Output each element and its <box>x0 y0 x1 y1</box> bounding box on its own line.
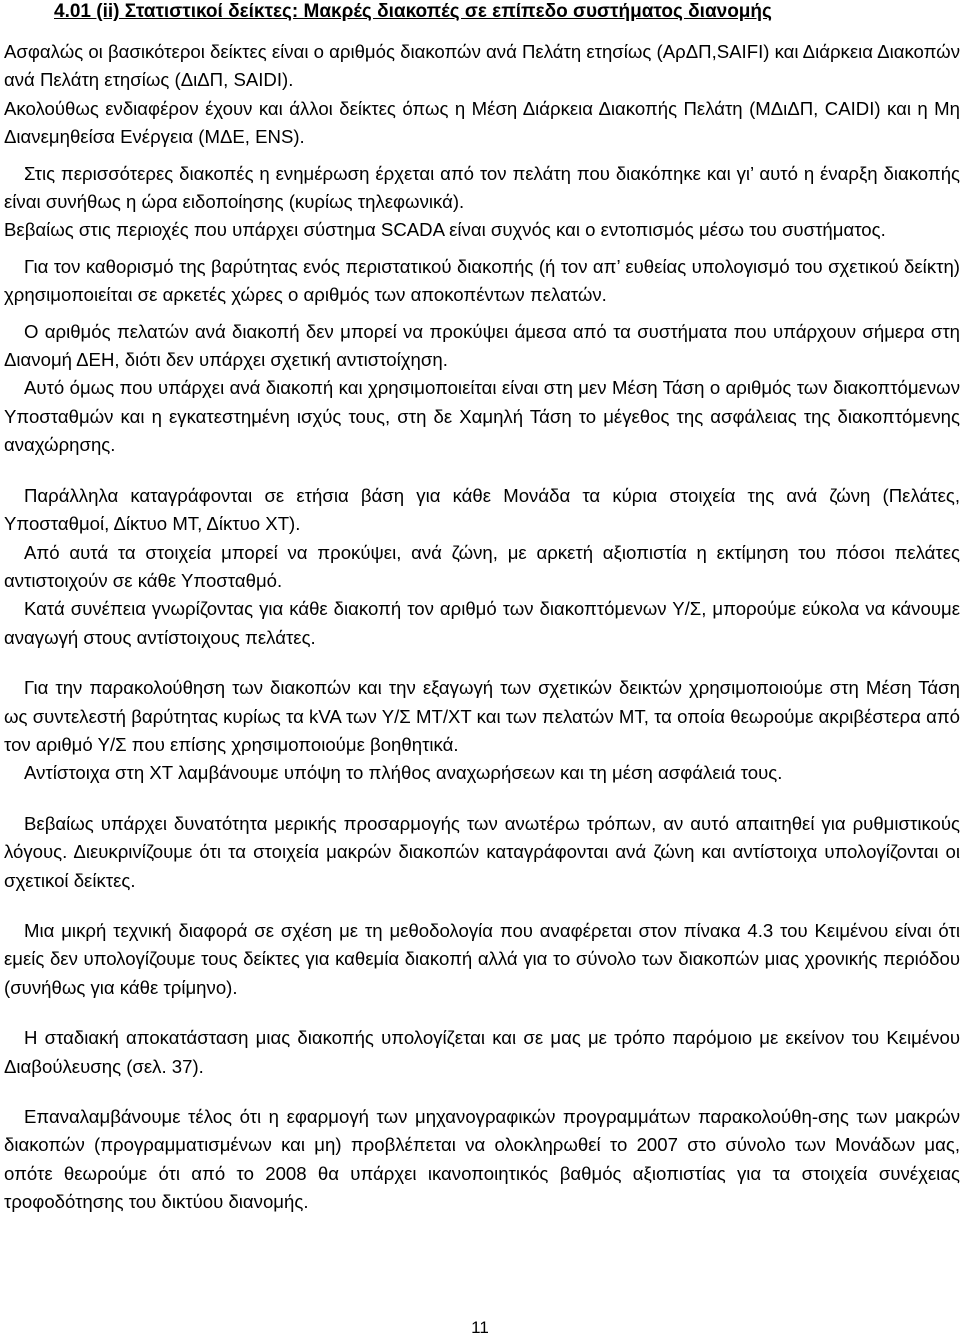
paragraph-restoration: Η σταδιακή αποκατάσταση μιας διακοπής υπολογίζεται και σε μας με τρόπο παρόμοιο με εκείνον του Κειμένου Διαβούλευσης (σελ. 37). <box>4 1027 960 1077</box>
paragraph-other-indicators: Ακολούθως ενδιαφέρον έχουν και άλλοι δείκτες όπως η Μέση Διάρκεια Διακοπής Πελάτη (ΜΔιΔΠ, CAIDI) και η Μη Διανεμηθείσα Ενέργεια (ΜΔΕ, ENS). <box>4 97 960 148</box>
paragraph-estimation: Από αυτά τα στοιχεία μπορεί να προκύψει, ανά ζώνη, με αρκετή αξιοπιστία η εκτίμηση του πόσοι πελάτες αντιστοιχούν σε κάθε Υποσταθμό. <box>4 541 960 591</box>
paragraph-monitoring: Για την παρακολούθηση των διακοπών και την εξαγωγή των σχετικών δεικτών χρησιμοποιούμε στη Μέση Τάση ως συντελεστή βαρύτητας κυρίως τα kVA των Υ/Σ ΜΤ/ΧΤ και των πελατών ΜΤ, τα οποία θεωρούμε ακριβέστερα από τον αριθμό Υ/Σ που επίσης χρησιμοποιούμε βοηθητικά. <box>4 677 960 755</box>
paragraph-annual-records: Παράλληλα καταγράφονται σε ετήσια βάση για κάθε Μονάδα τα κύρια στοιχεία της ανά ζώνη (Πελάτες, Υποσταθμοί, Δίκτυο ΜΤ, Δίκτυο ΧΤ). <box>4 484 960 535</box>
paragraph-severity: Για τον καθορισμό της βαρύτητας ενός περιστατικού διακοπής (ή τον απ’ ευθείας υπολογισμό του σχετικού δείκτη) χρησιμοποιείται σε αρκετές χώρες ο αριθμός των αποκοπέντων πελατών. <box>4 255 960 306</box>
paragraph-customer-count: Ο αριθμός πελατών ανά διακοπή δεν μπορεί να προκύψει άμεσα από τα συστήματα που υπάρχουν σήμερα στη Διανομή ΔΕΗ, διότι δεν υπάρχει σχετική αντιστοίχηση. <box>4 320 960 371</box>
section-heading: 4.01 (ii) Στατιστικοί δείκτες: Μακρές διακοπές σε επίπεδο συστήματος διανομής <box>54 1 772 22</box>
paragraph-reduction: Κατά συνέπεια γνωρίζοντας για κάθε διακοπή τον αριθμό των διακοπτόμενων Υ/Σ, μπορούμε εύκολα να κάνουμε αναγωγή στους αντίστοιχους πελάτες. <box>4 598 960 648</box>
page-number: 11 <box>471 1318 489 1337</box>
paragraph-adjustment: Βεβαίως υπάρχει δυνατότητα μερικής προσαρμογής των ανωτέρω τρόπων, αν αυτό απαιτηθεί για ρυθμιστικούς λόγους. Διευκρινίζουμε ότι τα στοιχεία μακρών διακοπών καταγράφονται ανά ζώνη και αντίστοιχα υπολογίζονται οι σχετικοί δείκτες. <box>4 812 960 891</box>
paragraph-conclusion: Επαναλαμβάνουμε τέλος ότι η εφαρμογή των μηχανογραφικών προγραμμάτων παρακολούθη-σης των μακρών διακοπών (προγραμματισμένων και μη) προβλέπεται να ολοκληρωθεί το 2007 στο σύνολο των Μονάδων μας, οπότε θεωρούμε ότι από το 2008 θα υπάρχει ικανοποιητικός βαθμός αξιοπιστίας για τα στοιχεία συνέχειας τροφοδότησης του δικτύου διανομής. <box>4 1106 960 1213</box>
paragraph-substations: Αυτό όμως που υπάρχει ανά διακοπή και χρησιμοποιείται είναι στη μεν Μέση Τάση ο αριθμός των διακοπτόμενων Υποσταθμών και η εγκατεστημένη ισχύς τους, στη δε Χαμηλή Τάση το μέγεθος της ασφάλειας της διακοπτόμενης αναχώρησης. <box>4 377 960 456</box>
body-text <box>4 38 960 1217</box>
paragraph-low-voltage: Αντίστοιχα στη ΧΤ λαμβάνουμε υπόψη το πλήθος αναχωρήσεων και τη μέση ασφάλειά τους. <box>24 762 783 784</box>
paragraph-scada: Βεβαίως στις περιοχές που υπάρχει σύστημα SCADA είναι συχνός και ο εντοπισμός μέσω του συστήματος. <box>4 219 886 241</box>
paragraph-main-indicators: Ασφαλώς οι βασικότεροι δείκτες είναι ο αριθμός διακοπών ανά Πελάτη ετησίως (ΑρΔΠ,SAIFI) και Διάρκεια Διακοπών ανά Πελάτη ετησίως (ΔιΔΠ, SAIDI). <box>4 41 960 91</box>
paragraph-methodology: Μια μικρή τεχνική διαφορά σε σχέση με τη μεθοδολογία που αναφέρεται στον πίνακα 4.3 του Κειμένου είναι ότι εμείς δεν υπολογίζουμε τους δείκτες για καθεμία διακοπή αλλά για το σύνολο των διακοπών μιας χρονικής περιόδου (συνήθως για κάθε τρίμηνο). <box>4 919 960 998</box>
paragraph-notification: Στις περισσότερες διακοπές η ενημέρωση έρχεται από τον πελάτη που διακόπηκε και γι’ αυτό η έναρξη διακοπής είναι συνήθως η ώρα ειδοποίησης (κυρίως τηλεφωνικά). <box>4 162 960 213</box>
